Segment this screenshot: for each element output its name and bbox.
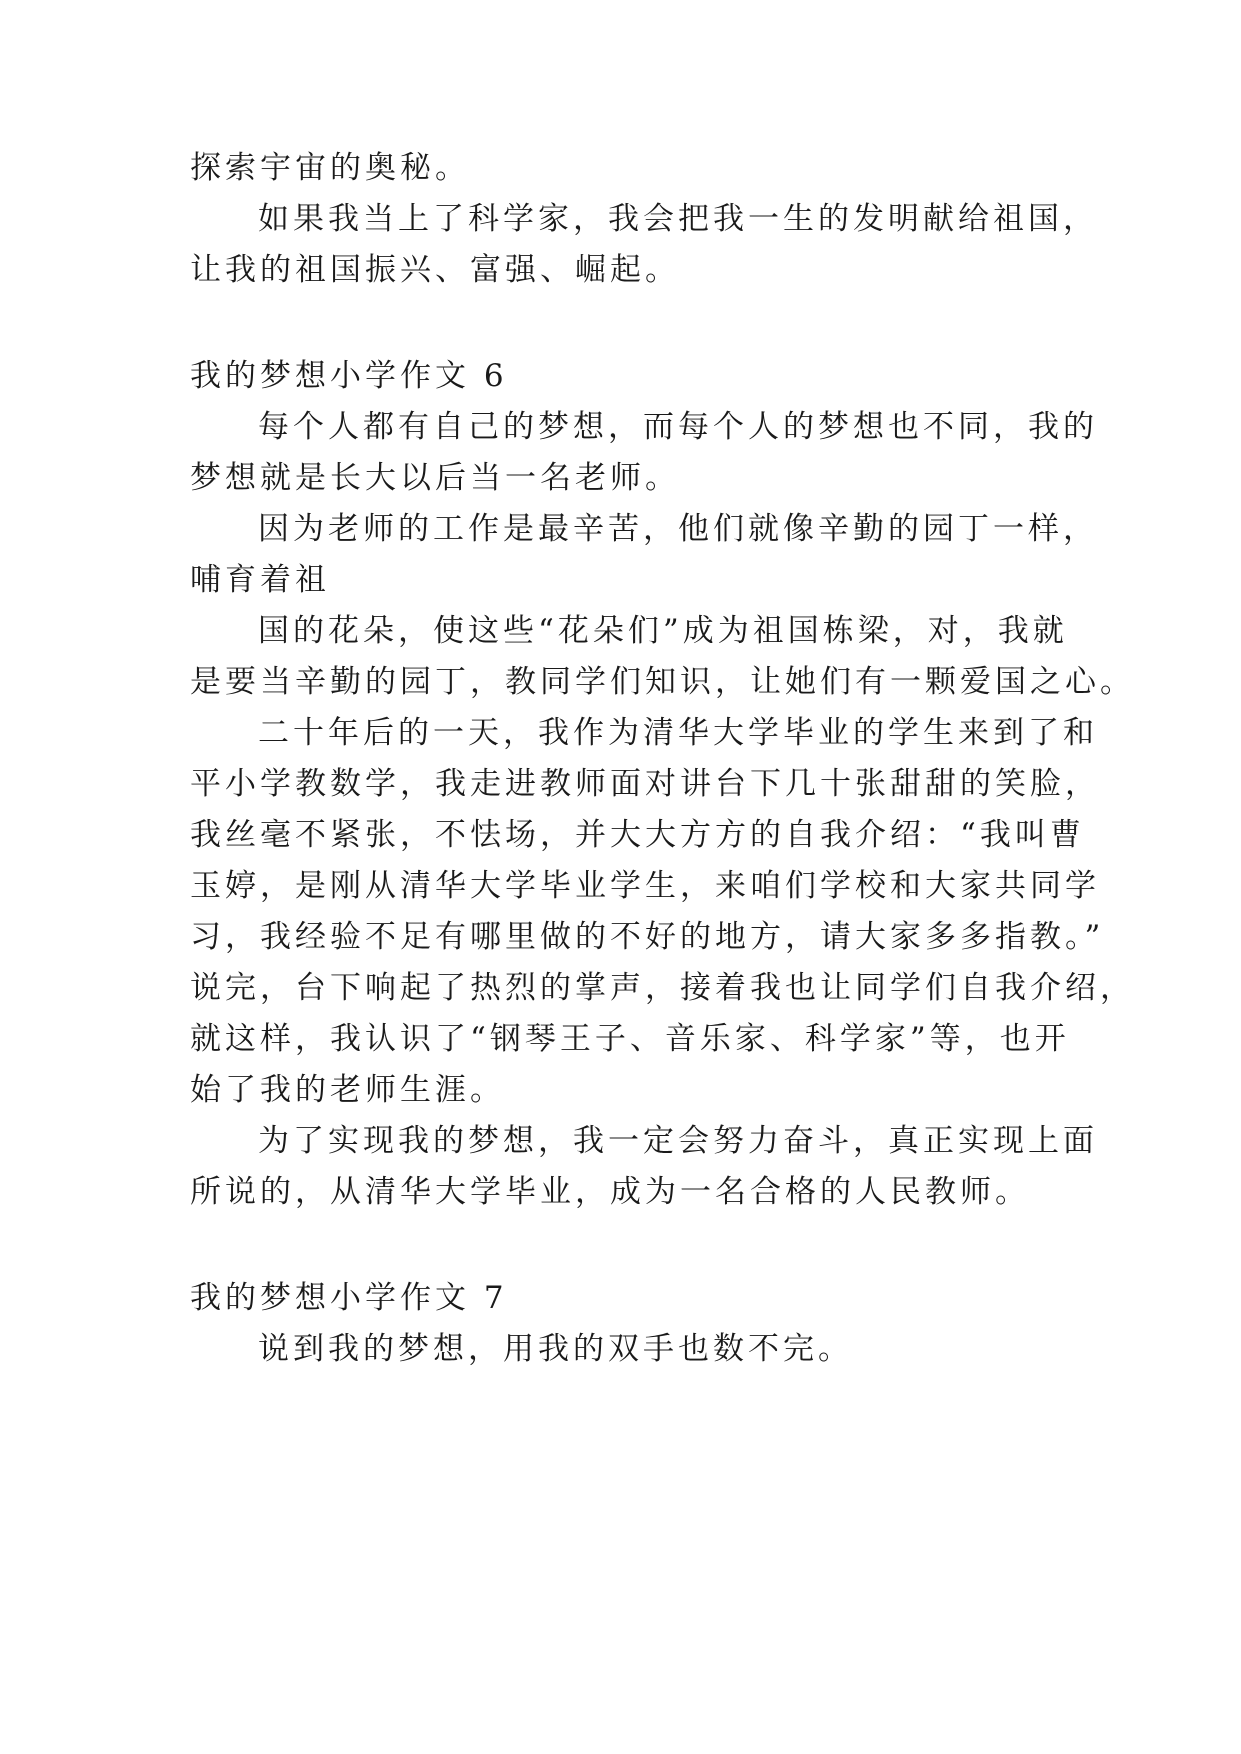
text-line: 因为老师的工作是最辛苦，他们就像辛勤的园丁一样， (258, 511, 1098, 547)
text-line: 所说的，从清华大学毕业，成为一名合格的人民教师。 (190, 1174, 1030, 1210)
text-line: 平小学教数学，我走进教师面对讲台下几十张甜甜的笑脸， (190, 766, 1100, 802)
section-heading: 我的梦想小学作文 7 (190, 1280, 508, 1316)
text-line: 是要当辛勤的园丁，教同学们知识，让她们有一颗爱国之心。 (190, 664, 1135, 700)
text-line: 习，我经验不足有哪里做的不好的地方，请大家多多指教。” (190, 919, 1105, 955)
text-line: 为了实现我的梦想，我一定会努力奋斗，真正实现上面 (258, 1123, 1098, 1159)
text-line: 国的花朵，使这些“花朵们”成为祖国栋梁，对，我就 (258, 613, 1068, 649)
text-line: 二十年后的一天，我作为清华大学毕业的学生来到了和 (258, 715, 1098, 751)
section-heading: 我的梦想小学作文 6 (190, 358, 508, 394)
text-line: 如果我当上了科学家，我会把我一生的发明献给祖国， (258, 201, 1098, 237)
text-line: 说完，台下响起了热烈的掌声，接着我也让同学们自我介绍， (190, 970, 1135, 1006)
text-line: 说到我的梦想，用我的双手也数不完。 (258, 1331, 853, 1367)
text-line: 我丝毫不紧张，不怯场，并大大方方的自我介绍：“我叫曹 (190, 817, 1085, 853)
text-line: 梦想就是长大以后当一名老师。 (190, 460, 680, 496)
text-line: 探索宇宙的奥秘。 (190, 150, 470, 186)
text-line: 始了我的老师生涯。 (190, 1072, 505, 1108)
text-line: 让我的祖国振兴、富强、崛起。 (190, 252, 680, 288)
text-line: 每个人都有自己的梦想，而每个人的梦想也不同，我的 (258, 409, 1098, 445)
text-line: 哺育着祖 (190, 562, 330, 598)
text-line: 就这样，我认识了“钢琴王子、音乐家、科学家”等，也开 (190, 1021, 1070, 1057)
text-line: 玉婷，是刚从清华大学毕业学生，来咱们学校和大家共同学 (190, 868, 1100, 904)
